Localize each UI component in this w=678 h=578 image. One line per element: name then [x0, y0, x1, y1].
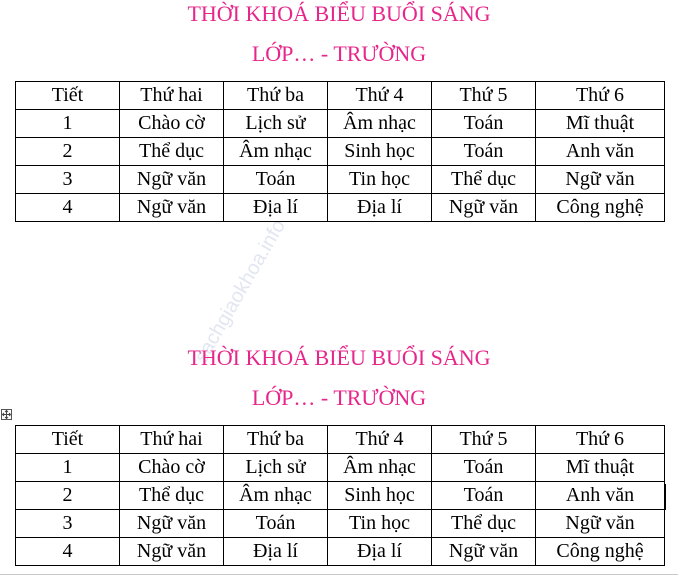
table-cell[interactable]: Toán — [432, 110, 536, 138]
table-cell[interactable]: Âm nhạc — [224, 138, 328, 166]
table-header-row — [16, 426, 665, 454]
table-cell[interactable]: Thể dục — [432, 166, 536, 194]
table-header-cell[interactable]: Tiết — [16, 426, 120, 454]
table-cell[interactable]: Âm nhạc — [328, 454, 432, 482]
table-cell[interactable]: Toán — [432, 138, 536, 166]
table-cell[interactable]: Chào cờ — [120, 110, 224, 138]
table-row — [16, 538, 665, 566]
table-cell[interactable]: Toán — [432, 454, 536, 482]
table-cell[interactable]: 3 — [16, 510, 120, 538]
table-cell[interactable]: 2 — [16, 482, 120, 510]
table-row — [16, 482, 665, 510]
table-cell[interactable]: Toán — [432, 482, 536, 510]
table-header-cell[interactable]: Thứ hai — [120, 82, 224, 110]
table-cell[interactable]: Thể dục — [120, 138, 224, 166]
table-cell[interactable]: Âm nhạc — [224, 482, 328, 510]
table-cell[interactable]: Lịch sử — [224, 110, 328, 138]
table-cell[interactable]: Thể dục — [120, 482, 224, 510]
table-cell[interactable]: Ngữ văn — [432, 194, 536, 222]
table-header-cell[interactable]: Thứ ba — [224, 82, 328, 110]
table-cell[interactable]: Ngữ văn — [120, 194, 224, 222]
table-cell[interactable]: Mĩ thuật — [536, 110, 665, 138]
table-cell[interactable]: Ngữ văn — [120, 166, 224, 194]
table-row — [16, 510, 665, 538]
table-cell[interactable]: Địa lí — [224, 538, 328, 566]
table-cell[interactable]: 1 — [16, 454, 120, 482]
table-row — [16, 110, 665, 138]
table-cell[interactable]: Ngữ văn — [536, 510, 665, 538]
timetable-1-title: THỜI KHOÁ BIỂU BUỔI SÁNG — [187, 1, 491, 26]
table-header-cell[interactable]: Thứ ba — [224, 426, 328, 454]
timetable-2-subtitle: LỚP… - TRƯỜNG — [251, 385, 427, 410]
table-cell[interactable]: Tin học — [328, 510, 432, 538]
table-cell[interactable]: Toán — [224, 166, 328, 194]
timetable-2 — [15, 425, 664, 566]
table-header-row — [16, 82, 665, 110]
table-row — [16, 166, 665, 194]
table-cell[interactable]: Ngữ văn — [120, 538, 224, 566]
table-cell[interactable]: 4 — [16, 538, 120, 566]
table-cell[interactable]: Công nghệ — [536, 538, 665, 566]
table-header-cell[interactable]: Thứ 6 — [536, 426, 665, 454]
table-cell[interactable]: Chào cờ — [120, 454, 224, 482]
table-cell[interactable]: 4 — [16, 194, 120, 222]
table-cell[interactable]: Địa lí — [328, 194, 432, 222]
table-cell[interactable]: Anh văn — [536, 482, 665, 510]
table-header-cell[interactable]: Thứ hai — [120, 426, 224, 454]
timetable-2-title: THỜI KHOÁ BIỂU BUỔI SÁNG — [187, 345, 491, 370]
table-cell[interactable]: Địa lí — [224, 194, 328, 222]
table-header-cell[interactable]: Thứ 4 — [328, 82, 432, 110]
table-cell[interactable]: Ngữ văn — [120, 510, 224, 538]
table-cell[interactable]: Anh văn — [536, 138, 665, 166]
table-cell[interactable]: 2 — [16, 138, 120, 166]
table-cell[interactable]: Thể dục — [432, 510, 536, 538]
table-header-cell[interactable]: Tiết — [16, 82, 120, 110]
table-cell[interactable]: Âm nhạc — [328, 110, 432, 138]
table-header-cell[interactable]: Thứ 5 — [432, 82, 536, 110]
table-row — [16, 138, 665, 166]
page-divider — [0, 574, 678, 575]
table-cell[interactable]: Sinh học — [328, 138, 432, 166]
table-cell[interactable]: Toán — [224, 510, 328, 538]
table-header-cell[interactable]: Thứ 5 — [432, 426, 536, 454]
table-cell[interactable]: Sinh học — [328, 482, 432, 510]
table-cell[interactable]: Mĩ thuật — [536, 454, 665, 482]
table-row — [16, 454, 665, 482]
text-cursor-line — [665, 484, 666, 510]
table-cell[interactable]: Lịch sử — [224, 454, 328, 482]
table-cell[interactable]: Ngữ văn — [432, 538, 536, 566]
table-header-cell[interactable]: Thứ 6 — [536, 82, 665, 110]
timetable-1 — [15, 81, 664, 222]
watermark: sachgiaokhoa.info — [190, 215, 291, 367]
table-cell[interactable]: 3 — [16, 166, 120, 194]
timetable-1-subtitle: LỚP… - TRƯỜNG — [251, 41, 427, 66]
table-cell[interactable]: 1 — [16, 110, 120, 138]
table-cell[interactable]: Ngữ văn — [536, 166, 665, 194]
table-header-cell[interactable]: Thứ 4 — [328, 426, 432, 454]
table-cell[interactable]: Tin học — [328, 166, 432, 194]
table-row — [16, 194, 665, 222]
table-cell[interactable]: Công nghệ — [536, 194, 665, 222]
table-cell[interactable]: Địa lí — [328, 538, 432, 566]
